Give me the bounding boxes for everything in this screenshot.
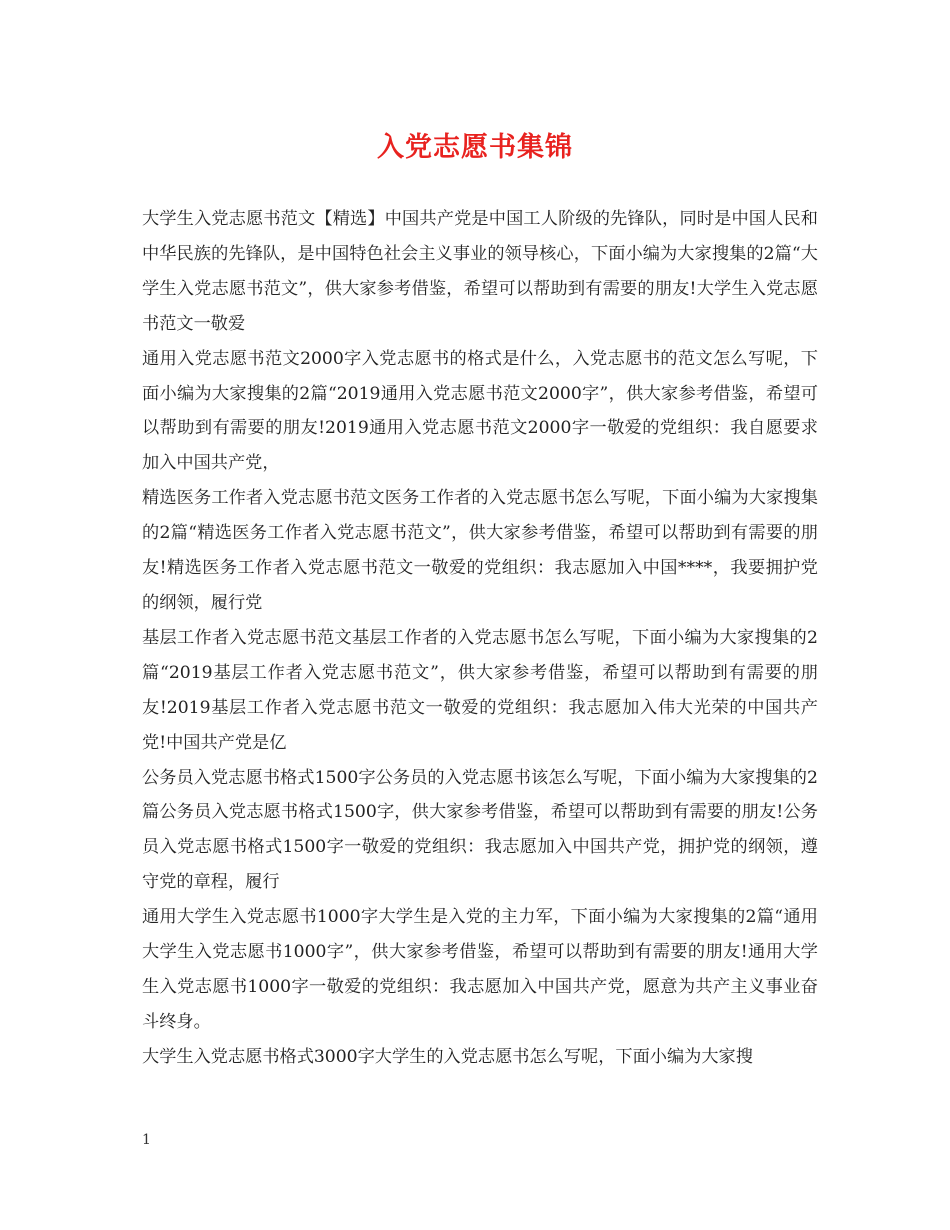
paragraph-5: 公务员入党志愿书格式1500字公务员的入党志愿书该怎么写呢，下面小编为大家搜集的2篇公务员入党志愿书格式1500字，供大家参考借鉴，希望可以帮助到有需要的朋友!公务员入党志愿书格式1500字一敬爱的党组织：我志愿加入中国共产党，拥护党的纲领，遵守党的章程，履行 <box>142 767 818 893</box>
page-number: 1 <box>142 1132 151 1148</box>
document-body <box>142 202 818 1075</box>
document-title: 入党志愿书集锦 <box>377 132 573 163</box>
paragraph-7: 大学生入党志愿书格式3000字大学生的入党志愿书怎么写呢，下面小编为大家搜 <box>142 1046 753 1067</box>
paragraph-4: 基层工作者入党志愿书范文基层工作者的入党志愿书怎么写呢，下面小编为大家搜集的2篇“2019基层工作者入党志愿书范文”，供大家参考借鉴，希望可以帮助到有需要的朋友!2019基层工作者入党志愿书范文一敬爱的党组织：我志愿加入伟大光荣的中国共产党!中国共产党是亿 <box>142 627 818 753</box>
paragraph-6: 通用大学生入党志愿书1000字大学生是入党的主力军，下面小编为大家搜集的2篇“通用大学生入党志愿书1000字”，供大家参考借鉴，希望可以帮助到有需要的朋友!通用大学生入党志愿书1000字一敬爱的党组织：我志愿加入中国共产党，愿意为共产主义事业奋斗终身。 <box>142 907 818 1032</box>
paragraph-3: 精选医务工作者入党志愿书范文医务工作者的入党志愿书怎么写呢，下面小编为大家搜集的2篇“精选医务工作者入党志愿书范文”，供大家参考借鉴，希望可以帮助到有需要的朋友!精选医务工作者入党志愿书范文一敬爱的党组织：我志愿加入中国****，我要拥护党的纲领，履行党 <box>142 488 818 613</box>
paragraph-2: 通用入党志愿书范文2000字入党志愿书的格式是什么，入党志愿书的范文怎么写呢，下面小编为大家搜集的2篇“2019通用入党志愿书范文2000字”，供大家参考借鉴，希望可以帮助到有需要的朋友!2019通用入党志愿书范文2000字一敬爱的党组织：我自愿要求加入中国共产党， <box>142 348 818 474</box>
paragraph-1: 大学生入党志愿书范文【精选】中国共产党是中国工人阶级的先锋队，同时是中国人民和中华民族的先锋队，是中国特色社会主义事业的领导核心，下面小编为大家搜集的2篇“大学生入党志愿书范文”，供大家参考借鉴，希望可以帮助到有需要的朋友!大学生入党志愿书范文一敬爱 <box>142 209 818 334</box>
